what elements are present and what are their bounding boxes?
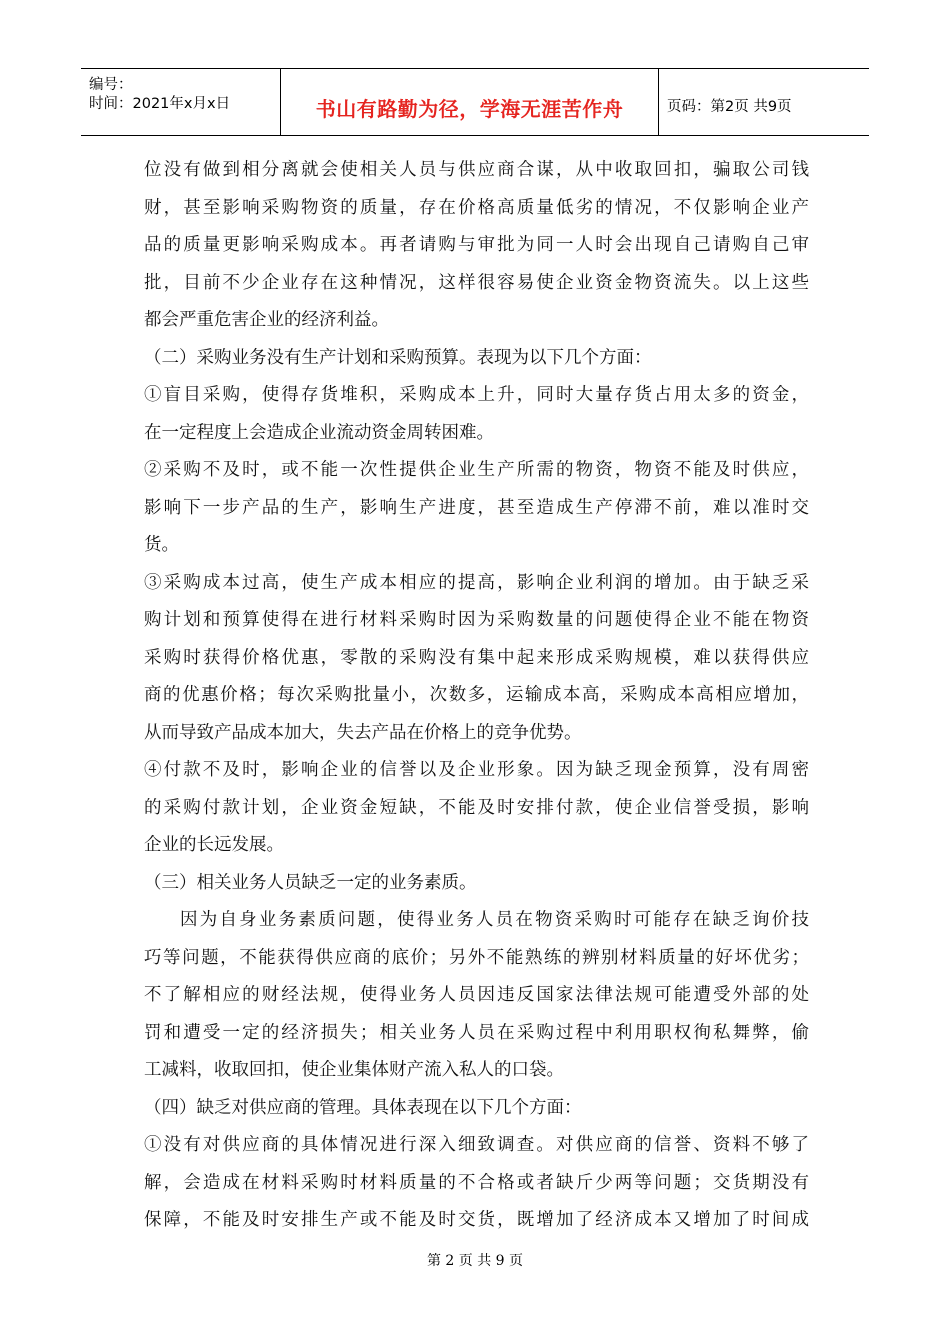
body-text-line: 不了解相应的财经法规，使得业务人员因违反国家法律法规可能遭受外部的处 bbox=[144, 985, 809, 1005]
document-date-label: 时间：2021年x月x日 bbox=[89, 96, 231, 112]
page-header bbox=[81, 68, 869, 136]
header-meta-cell bbox=[81, 69, 281, 135]
document-body bbox=[144, 152, 809, 1240]
body-text-line: （二）采购业务没有生产计划和采购预算。表现为以下几个方面： bbox=[144, 347, 652, 368]
body-text-line: 都会严重危害企业的经济利益。 bbox=[144, 310, 389, 330]
body-text-line: 位没有做到相分离就会使相关人员与供应商合谋，从中收取回扣，骗取公司钱 bbox=[144, 160, 809, 180]
header-motto-cell bbox=[281, 69, 659, 135]
body-text-line: 保障，不能及时安排生产或不能及时交货，既增加了经济成本又增加了时间成 bbox=[144, 1210, 809, 1230]
body-text-line: ③采购成本过高，使生产成本相应的提高，影响企业利润的增加。由于缺乏采 bbox=[144, 572, 809, 593]
body-text-line: 影响下一步产品的生产，影响生产进度，甚至造成生产停滞不前，难以准时交 bbox=[144, 497, 809, 518]
body-text-line: 解，会造成在材料采购时材料质量的不合格或者缺斤少两等问题；交货期没有 bbox=[144, 1172, 809, 1193]
body-text-line: 批，目前不少企业存在这种情况，这样很容易使企业资金物资流失。以上这些 bbox=[144, 272, 809, 293]
body-text-line: ①没有对供应商的具体情况进行深入细致调查。对供应商的信誉、资料不够了 bbox=[144, 1135, 809, 1155]
document-number-label: 编号： bbox=[89, 77, 133, 93]
body-text-line: ①盲目采购，使得存货堆积，采购成本上升，同时大量存货占用太多的资金， bbox=[144, 385, 809, 405]
body-text-line: 罚和遭受一定的经济损失；相关业务人员在采购过程中利用职权徇私舞弊，偷 bbox=[144, 1022, 809, 1043]
page-footer: 第 2 页 共 9 页 bbox=[426, 1253, 524, 1269]
body-text-line: 从而导致产品成本加大，失去产品在价格上的竞争优势。 bbox=[144, 722, 582, 743]
body-text-line: 采购时获得价格优惠，零散的采购没有集中起来形成采购规模，难以获得供应 bbox=[144, 647, 809, 668]
body-text-line: （三）相关业务人员缺乏一定的业务素质。 bbox=[144, 872, 477, 893]
body-text-line: 品的质量更影响采购成本。再者请购与审批为同一人时会出现自己请购自己审 bbox=[144, 235, 809, 255]
body-text-line: 财，甚至影响采购物资的质量，存在价格高质量低劣的情况，不仅影响企业产 bbox=[144, 197, 809, 218]
header-page-label: 页码：第2页 共9页 bbox=[667, 99, 792, 115]
body-text-line: 购计划和预算使得在进行材料采购时因为采购数量的问题使得企业不能在物资 bbox=[144, 610, 809, 630]
body-text-line: 货。 bbox=[144, 535, 179, 555]
header-motto: 书山有路勤为径，学海无涯苦作舟 bbox=[315, 97, 624, 121]
body-text-line: 商的优惠价格；每次采购批量小，次数多，运输成本高，采购成本高相应增加， bbox=[144, 685, 809, 705]
body-text-line: 企业的长远发展。 bbox=[144, 835, 284, 855]
body-text-line: 在一定程度上会造成企业流动资金周转困难。 bbox=[144, 422, 494, 443]
body-text-line: 工减料，收取回扣，使企业集体财产流入私人的口袋。 bbox=[144, 1060, 564, 1080]
body-text-line: ④付款不及时，影响企业的信誉以及企业形象。因为缺乏现金预算，没有周密 bbox=[144, 760, 809, 780]
body-text-line: ②采购不及时，或不能一次性提供企业生产所需的物资，物资不能及时供应， bbox=[144, 460, 809, 480]
body-text-line: 因为自身业务素质问题，使得业务人员在物资采购时可能存在缺乏询价技 bbox=[180, 910, 809, 930]
body-text-line: 的采购付款计划，企业资金短缺，不能及时安排付款，使企业信誉受损，影响 bbox=[144, 797, 809, 818]
body-text-line: 巧等问题，不能获得供应商的底价；另外不能熟练的辨别材料质量的好坏优劣； bbox=[144, 947, 809, 968]
body-text-line: （四）缺乏对供应商的管理。具体表现在以下几个方面： bbox=[144, 1097, 582, 1118]
